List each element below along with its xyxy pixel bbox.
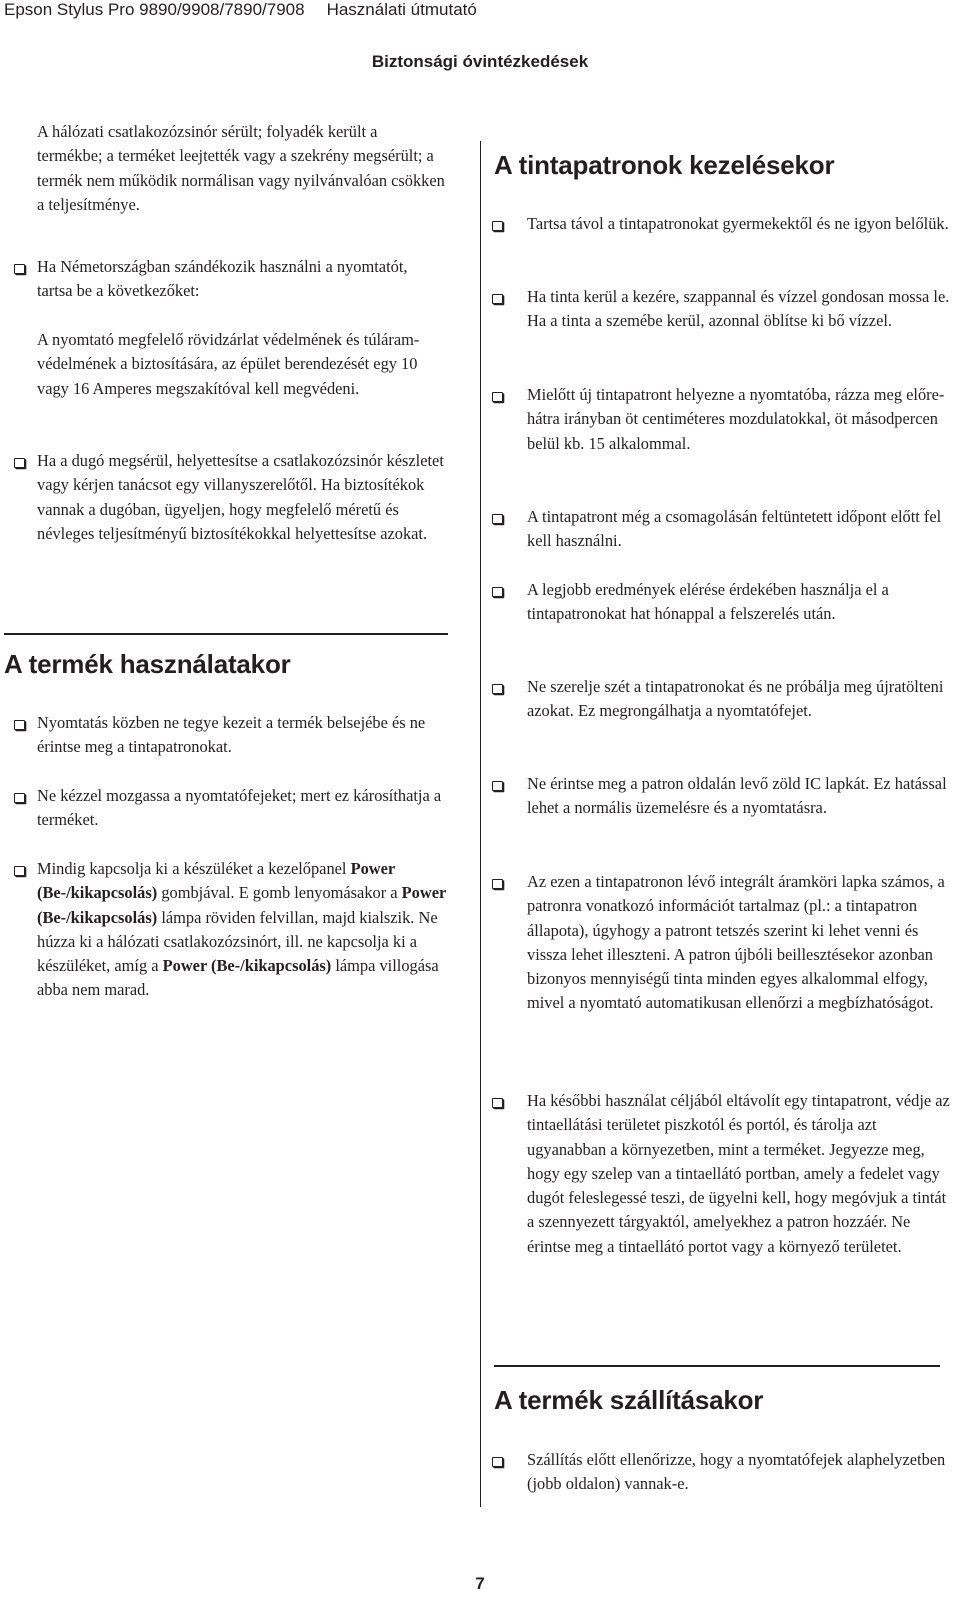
list-item-text: Ha tinta kerül a kezére, szappannal és vízzel gondosan mossa le. Ha a tinta a szemébe kerül, azonnal öblítse ki bő vízzel. <box>527 287 950 331</box>
list-item-text: Ne érintse meg a patron oldalán levő zöld IC lapkát. Ez hatással lehet a normális üzemelésre és a nyomtatásra. <box>527 774 947 818</box>
list-item-text: A legjobb eredmények elérése érdekében használja el a tintapatronokat hat hónappal a felszerelés után. <box>527 580 889 624</box>
power-button-label: Power (Be-/kikapcsolás) <box>37 859 395 903</box>
intro-paragraph: A hálózati csatlakozózsinór sérült; folyadék került a termékbe; a terméket leejtették vagy a szekrény megsérült; a termék nem működik normálisan vagy nyilvánvalóan csökken a teljesítménye. <box>37 122 445 214</box>
checkbox-bullet-icon <box>14 264 25 274</box>
checkbox-bullet-icon <box>492 1457 503 1467</box>
list-item-text: Ha későbbi használat céljából eltávolít egy tintapatront, védje az tintaellátási területet piszkotól és portól, és tárolja azt ugyanabban a környezetben, mint a terméket. Jegyezze meg, hogy egy szelep van a tintaellátó portban, amely a fedelet vagy dugót feleslegessé teszi, de ügyelni kell, hogy megóvjuk a tintát a szennyezett tárgyaktól, amelyekhez a patron hozzáér. Ne érintse meg a tintaellátó portot vagy a környező területet. <box>527 1091 950 1256</box>
checkbox-bullet-icon <box>14 720 25 730</box>
list-item-text: Ha a dugó megsérül, helyettesítse a csatlakozózsinór készletet vagy kérjen tanácsot egy villanyszerelőtől. Ha biztosítékok vannak a dugóban, ügyeljen, hogy megfelelő méretű és névleges teljesítményű biztosítékokkal helyettesítse azokat. <box>37 451 444 543</box>
checkbox-bullet-icon <box>492 684 503 694</box>
checkbox-bullet-icon <box>14 458 25 468</box>
list-item-text: Nyomtatás közben ne tegye kezeit a termék belsejébe és ne érintse meg a tintapatronokat. <box>37 713 426 757</box>
checkbox-bullet-icon <box>492 587 503 597</box>
list-item-text: Tartsa távol a tintapatronokat gyermekektől és ne igyon belőlük. <box>527 214 949 233</box>
list-item-text: Mindig kapcsolja ki a készüléket a kezelőpanel Power (Be-/kikapcsolás) gombjával. E gomb lenyomásakor a Power (Be-/kikapcsolás) lámpa röviden felvillan, majd kialszik. Ne húzza ki a hálózati csatlakozózsinórt, ill. ne kapcsolja ki a készüléket, amíg a Power (Be-/kikapcsolás) lámpa villogása abba nem marad. <box>37 859 446 1000</box>
list-item-text: Ne kézzel mozgassa a nyomtatófejeket; mert ez károsíthatja a terméket. <box>37 786 442 830</box>
list-item-text: Ha Németországban szándékozik használni a nyomtatót, tartsa be a következőket: <box>37 257 408 301</box>
checkbox-bullet-icon <box>492 514 503 524</box>
germany-detail: A nyomtató megfelelő rövidzárlat védelmének és túláram-védelmének a biztosítására, az épület berendezését egy 10 vagy 16 Amperes megszakítóval kell megvédeni. <box>37 330 420 398</box>
checkbox-bullet-icon <box>492 221 503 231</box>
use-heading: A termék használatakor <box>4 649 291 679</box>
list-item-text: Ne szerelje szét a tintapatronokat és ne próbálja meg újratölteni azokat. Ez megrongálhatja a nyomtatófejet. <box>527 677 944 721</box>
section-title: Biztonsági óvintézkedések <box>371 52 589 71</box>
power-lamp-label: Power (Be-/kikapcsolás) <box>37 883 446 927</box>
running-header <box>4 0 477 20</box>
checkbox-bullet-icon <box>492 392 503 402</box>
guide-name: Használati útmutató <box>326 0 477 19</box>
list-item-text: Az ezen a tintapatronon lévő integrált áramköri lapka számos, a patronra vonatkozó információt tartalmaz (pl.: a tintapatron állapota), úgyhogy a patront tetszés szerint ki lehet venni és vissza lehet illeszteni. A patron újbóli beillesztésekor azonban bizonyos mennyiségű tinta minden egyes alkalommal elfogy, mivel a nyomtató automatikusan ellenőrzi a megbízhatóságot. <box>527 872 945 1013</box>
power-lamp-label: Power (Be-/kikapcsolás) <box>162 956 332 976</box>
list-item-text: Szállítás előtt ellenőrizze, hogy a nyomtatófejek alaphelyzetben (jobb oldalon) vannak-e. <box>527 1450 946 1494</box>
ink-heading: A tintapatronok kezelésekor <box>494 150 835 180</box>
page-number: 7 <box>475 1574 485 1593</box>
product-name: Epson Stylus Pro 9890/9908/7890/7908 <box>4 0 305 19</box>
checkbox-bullet-icon <box>492 879 503 889</box>
column-divider <box>480 141 481 1507</box>
checkbox-bullet-icon <box>492 1098 503 1108</box>
transport-heading: A termék szállításakor <box>494 1385 764 1415</box>
checkbox-bullet-icon <box>14 866 25 876</box>
list-item-text: A tintapatront még a csomagolásán feltüntetett időpont előtt fel kell használni. <box>527 507 942 551</box>
checkbox-bullet-icon <box>14 793 25 803</box>
checkbox-bullet-icon <box>492 294 503 304</box>
heading-rule <box>4 633 448 635</box>
list-item-text: Mielőtt új tintapatront helyezne a nyomtatóba, rázza meg előre-hátra irányban öt centiméteres mozdulatokkal, öt másodpercen belül kb. 15 alkalommal. <box>527 385 945 453</box>
checkbox-bullet-icon <box>492 781 503 791</box>
heading-rule <box>494 1365 940 1367</box>
